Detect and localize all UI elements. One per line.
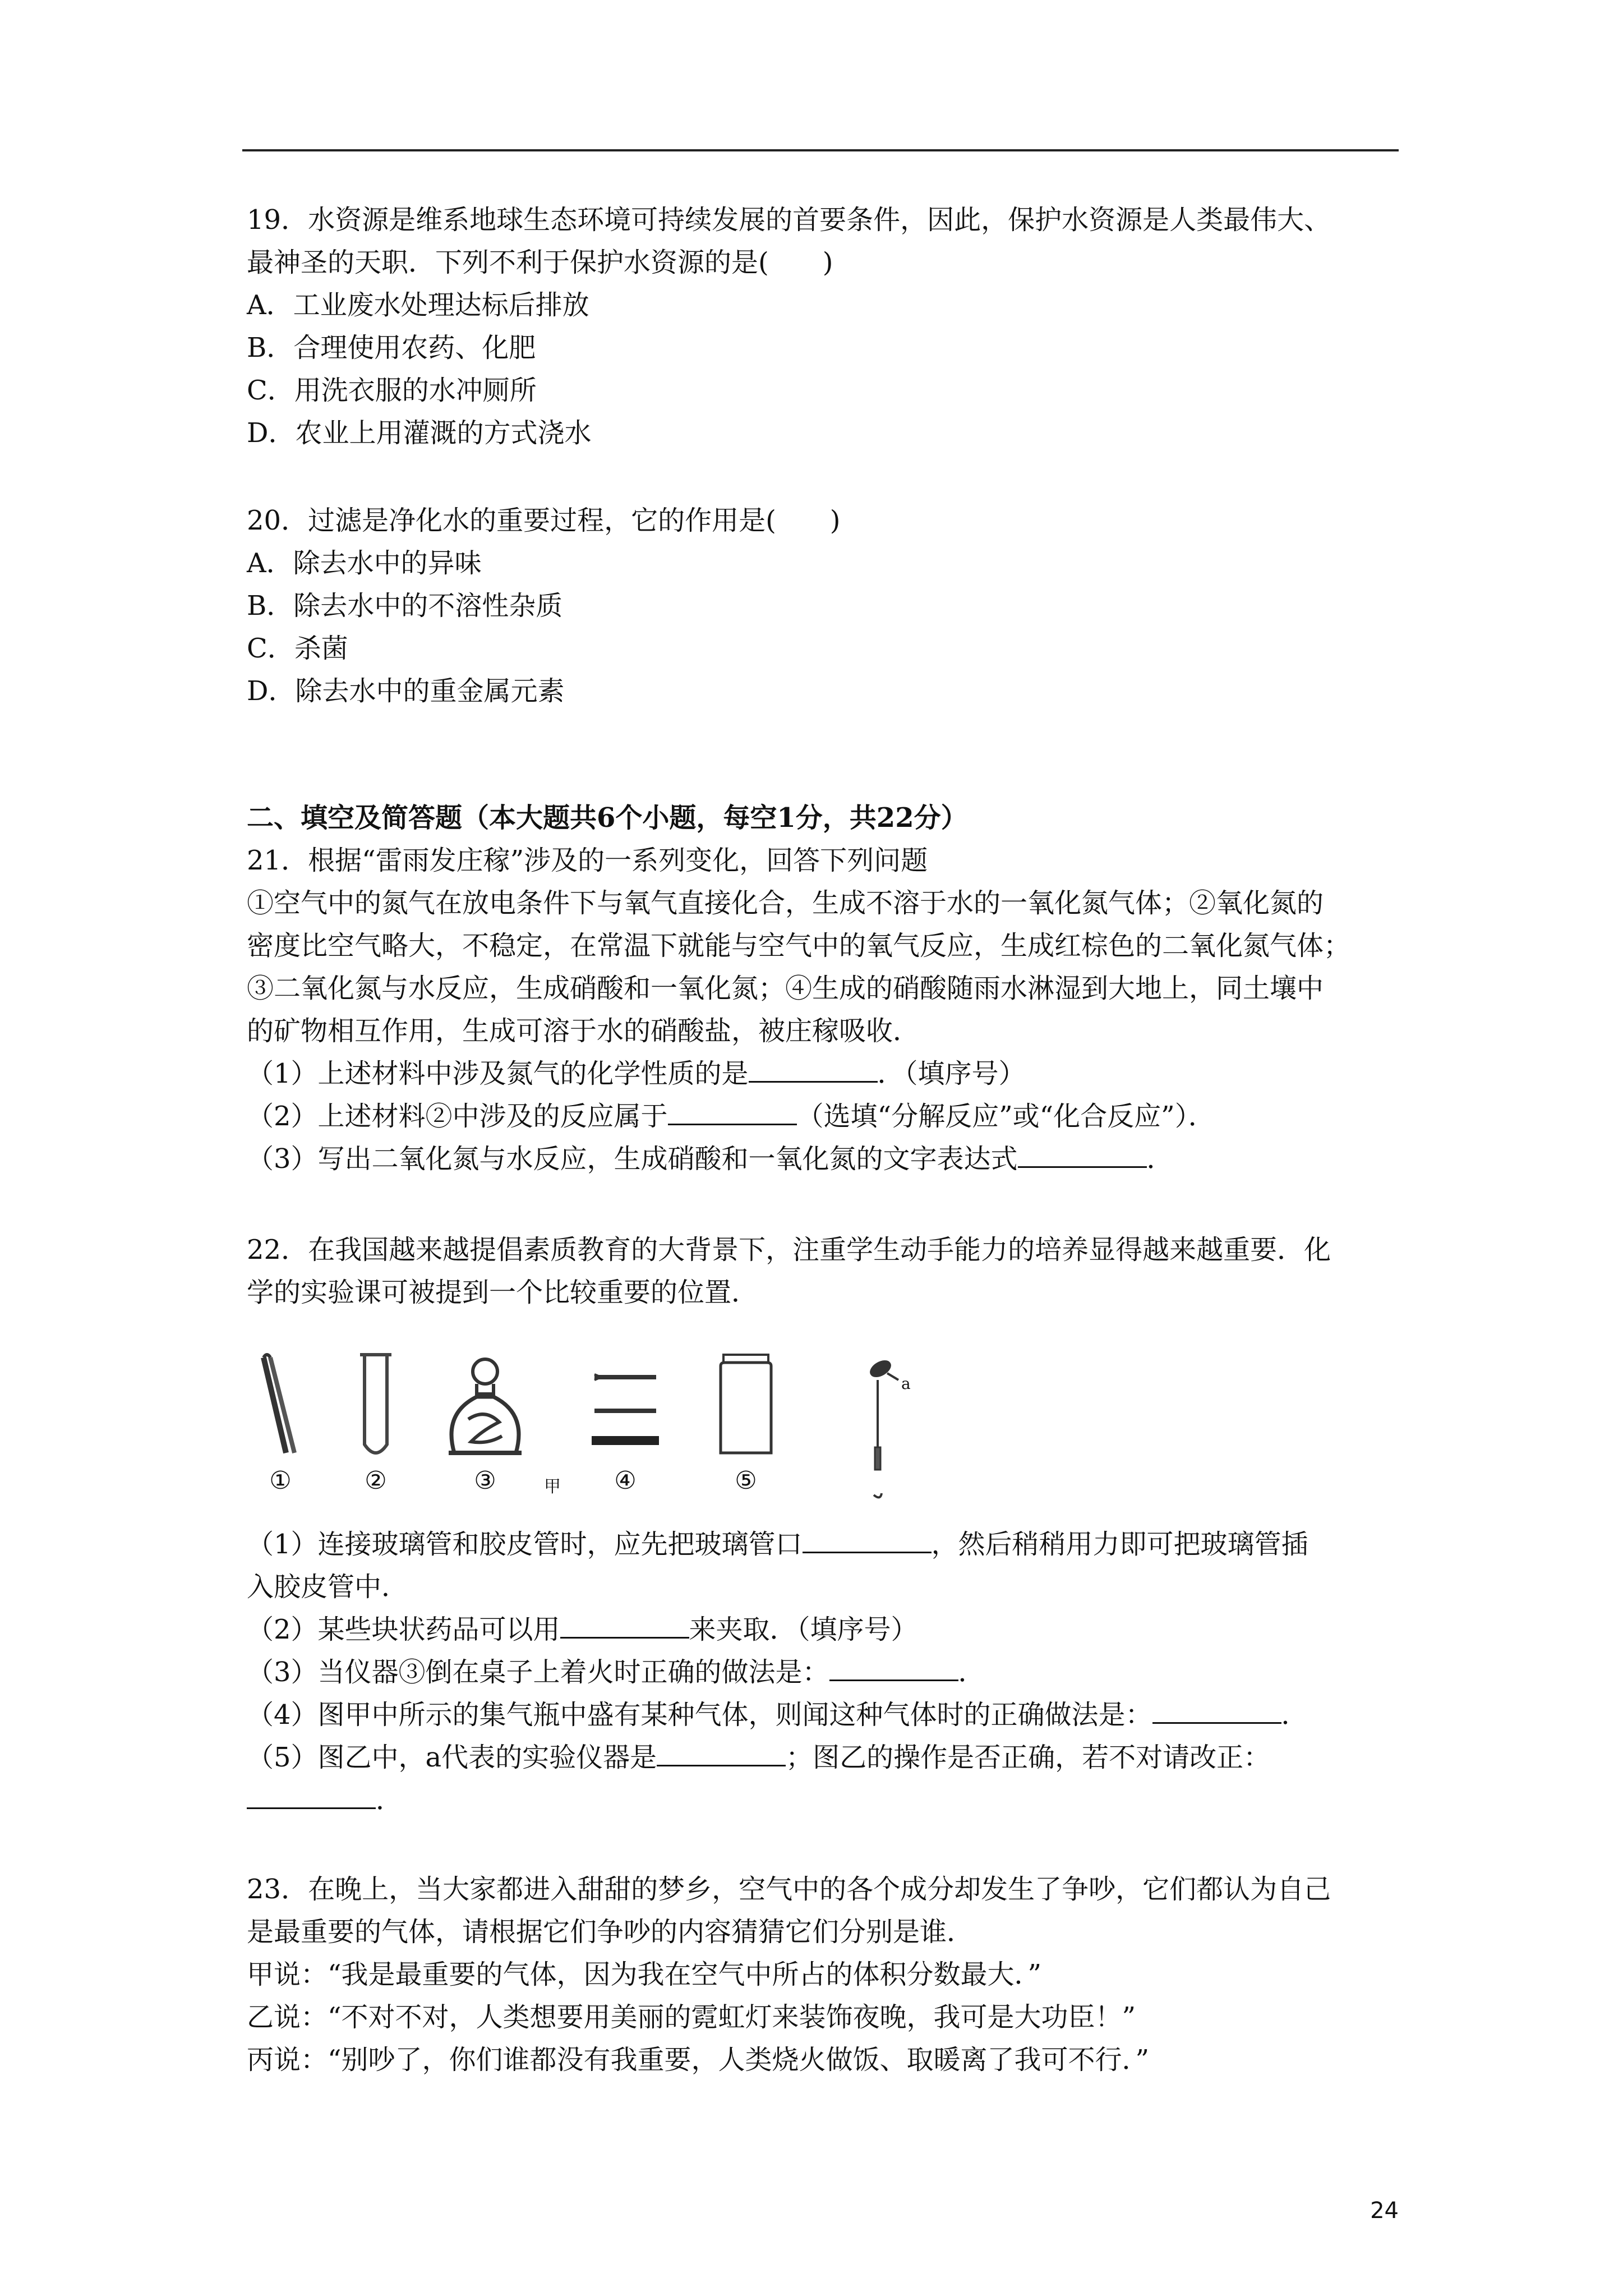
q21-sub-2 (247, 1095, 1402, 1138)
q22-sub-1 (247, 1523, 1402, 1566)
q19-stem-line-2: 最神圣的天职．下列不利于保护水资源的是( ) (247, 247, 833, 278)
q22-sub-5-cont (247, 1779, 1402, 1821)
apparatus-3-label: ③ (474, 1466, 496, 1495)
page-number: 24 (1370, 2198, 1399, 2224)
q23-stem-line-2: 是最重要的气体，请根据它们争吵的内容猜猜它们分别是谁． (247, 1916, 974, 1948)
q21-sub-3-text: （3）写出二氧化氮与水反应，生成硝酸和一氧化氮的文字表达式 (247, 1143, 1018, 1175)
q19-option-d: D．农业上用灌溉的方式浇水 (247, 417, 592, 449)
q20-stem: 20．过滤是净化水的重要过程，它的作用是( ) (247, 505, 841, 536)
q23-jia-says: 甲说：“我是最重要的气体，因为我在空气中所占的体积分数最大．” (247, 1959, 1042, 1990)
answer-blank[interactable] (657, 1742, 786, 1766)
q22-sub-1-cont: 入胶皮管中． (247, 1571, 409, 1603)
q22-sub-5-end: ． (376, 1784, 403, 1816)
answer-blank[interactable] (829, 1657, 958, 1681)
q20-option-c: C．杀菌 (247, 633, 348, 664)
section-heading: 二、填空及简答题（本大题共6个小题，每空1分，共22分） (247, 802, 968, 834)
q19-option-c: C．用洗衣服的水冲厕所 (247, 375, 537, 406)
q21-sub-1-suffix: ．（填序号） (877, 1058, 1026, 1089)
q21-stem: 21．根据“雷雨发庄稼”涉及的一系列变化，回答下列问题 (247, 845, 928, 876)
q22-sub-2-text: （2）某些块状药品可以用 (247, 1614, 560, 1645)
q22-sub-2 (247, 1608, 1402, 1651)
answer-blank[interactable] (668, 1101, 797, 1125)
q20-option-b: B．除去水中的不溶性杂质 (247, 590, 563, 622)
question-22-stem (247, 1228, 1402, 1314)
answer-blank[interactable] (749, 1059, 878, 1083)
dropper-a-label: a (901, 1374, 911, 1393)
q22-sub-2-suffix: 来夹取．（填序号） (689, 1614, 918, 1645)
q21-sub-3 (247, 1138, 1402, 1180)
gas-bottle-icon (707, 1346, 785, 1470)
apparatus-2-label: ② (365, 1466, 387, 1495)
q22-sub-4 (247, 1694, 1402, 1736)
q19-option-a: A．工业废水处理达标后排放 (247, 289, 589, 321)
question-19 (247, 199, 1402, 454)
answer-blank[interactable] (560, 1614, 689, 1639)
q22-stem-line-1: 22．在我国越来越提倡素质教育的大背景下，注重学生动手能力的培养显得越来越重要．化 (247, 1234, 1331, 1266)
question-22-subs (247, 1523, 1402, 1821)
q23-yi-says: 乙说：“不对不对，人类想要用美丽的霓虹灯来装饰夜晚，我可是大功臣！” (247, 2001, 1136, 2033)
q21-sub-1 (247, 1052, 1402, 1095)
tongs-icon (247, 1346, 314, 1470)
answer-blank[interactable] (1152, 1700, 1281, 1724)
q22-sub-5-suffix: ；图乙的操作是否正确，若不对请改正： (786, 1742, 1271, 1773)
q21-sub-2-text: （2）上述材料②中涉及的反应属于 (247, 1101, 668, 1132)
q22-sub-1-suffix: ，然后稍稍用力即可把玻璃管插 (931, 1529, 1308, 1560)
apparatus-3-alcohol-lamp (432, 1346, 538, 1495)
alcohol-lamp-icon (432, 1346, 538, 1470)
q22-sub-4-suffix: ． (1281, 1699, 1308, 1731)
glass-tube-icon (583, 1346, 667, 1470)
q22-sub-3 (247, 1651, 1402, 1694)
q19-stem-line-1: 19．水资源是维系地球生态环境可持续发展的首要条件，因此，保护水资源是人类最伟大、 (247, 204, 1331, 236)
q22-stem-line-2: 学的实验课可被提到一个比较重要的位置． (247, 1277, 759, 1308)
jia-marker: 甲 (544, 1477, 561, 1497)
q22-sub-5-text: （5）图乙中，a代表的实验仪器是 (247, 1742, 657, 1773)
apparatus-1-tongs (247, 1346, 314, 1495)
answer-blank[interactable] (803, 1529, 932, 1553)
q22-sub-3-suffix: ． (958, 1657, 985, 1688)
header-rule (242, 149, 1399, 151)
q21-material-line-4: 的矿物相互作用，生成可溶于水的硝酸盐，被庄稼吸收． (247, 1015, 920, 1047)
q21-sub-2-suffix: （选填“分解反应”或“化合反应”）． (796, 1101, 1215, 1132)
dropper-icon (847, 1346, 920, 1515)
question-20 (247, 499, 1402, 712)
question-21 (247, 797, 1402, 1180)
q21-material-line-2: 密度比空气略大，不稳定，在常温下就能与空气中的氧气反应，生成红棕色的二氧化氮气体； (247, 930, 1351, 961)
apparatus-1-label: ① (269, 1466, 292, 1495)
q23-stem-line-1: 23．在晚上，当大家都进入甜甜的梦乡，空气中的各个成分却发生了争吵，它们都认为自己 (247, 1874, 1331, 1905)
apparatus-5-label: ⑤ (735, 1466, 757, 1495)
apparatus-2-test-tube (342, 1346, 409, 1495)
answer-blank[interactable] (1018, 1144, 1147, 1168)
apparatus-5-gas-bottle (707, 1346, 785, 1495)
q20-option-d: D．除去水中的重金属元素 (247, 675, 565, 707)
q21-material-line-3: ③二氧化氮与水反应，生成硝酸和一氧化氮；④生成的硝酸随雨水淋湿到大地上，同土壤中 (247, 973, 1324, 1004)
question-23 (247, 1868, 1402, 2081)
apparatus-4-glass-tubes (583, 1346, 667, 1495)
q20-option-a: A．除去水中的异味 (247, 547, 482, 579)
q22-sub-5 (247, 1736, 1402, 1779)
apparatus-figure (241, 1346, 970, 1515)
test-tube-icon (342, 1346, 409, 1470)
q21-material-line-1: ①空气中的氮气在放电条件下与氧气直接化合，生成不溶于水的一氧化氮气体；②氧化氮的 (247, 887, 1324, 919)
q22-sub-4-text: （4）图甲中所示的集气瓶中盛有某种气体，则闻这种气体时的正确做法是： (247, 1699, 1152, 1731)
q23-bing-says: 丙说：“别吵了，你们谁都没有我重要，人类烧火做饭、取暖离了我可不行．” (247, 2044, 1150, 2076)
answer-blank[interactable] (247, 1785, 376, 1809)
q21-sub-3-suffix: ． (1146, 1143, 1174, 1175)
apparatus-4-label: ④ (614, 1466, 637, 1495)
q19-option-b: B．合理使用农药、化肥 (247, 332, 536, 364)
dropper-figure (847, 1346, 920, 1515)
q21-sub-1-text: （1）上述材料中涉及氮气的化学性质的是 (247, 1058, 749, 1089)
q22-sub-1-text: （1）连接玻璃管和胶皮管时，应先把玻璃管口 (247, 1529, 803, 1560)
q22-sub-3-text: （3）当仪器③倒在桌子上着火时正确的做法是： (247, 1657, 829, 1688)
